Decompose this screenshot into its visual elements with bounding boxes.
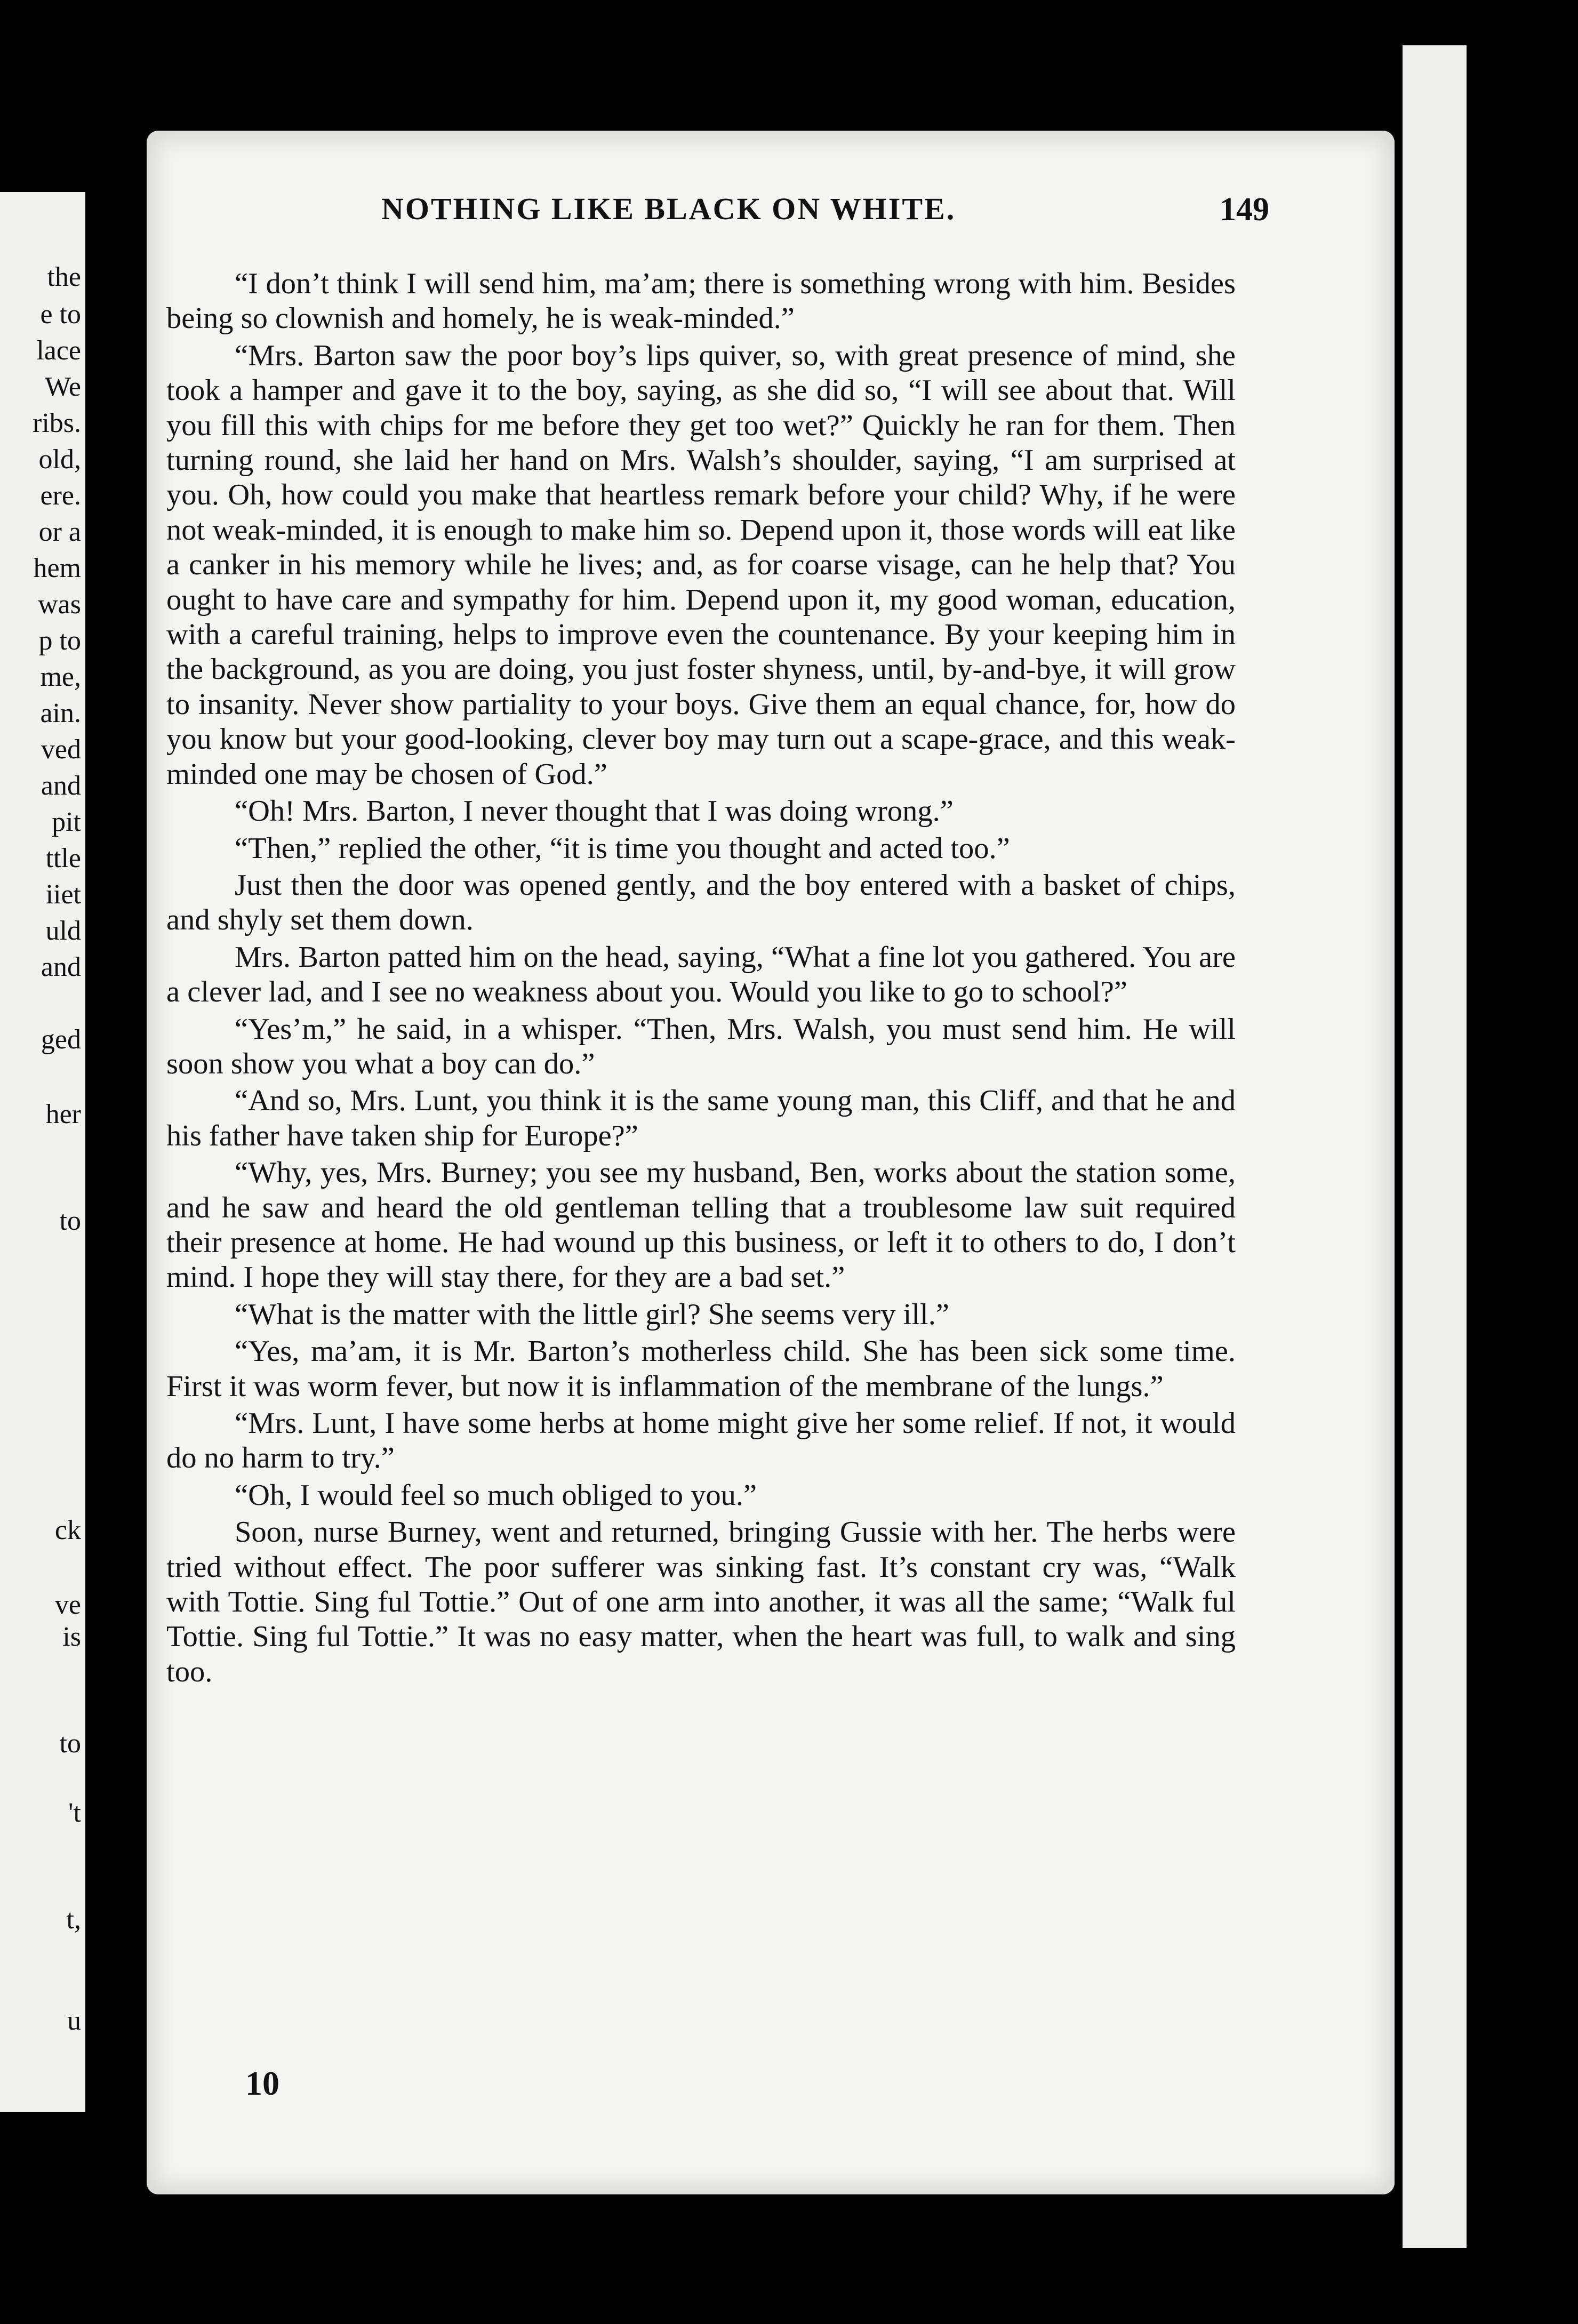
paragraph: “Oh, I would feel so much obliged to you.” — [235, 1478, 757, 1512]
paragraph: Just then the door was opened gently, and the boy entered with a basket of chips, and shyly set them down. — [166, 868, 1236, 937]
paragraph: “Mrs. Lunt, I have some herbs at home might give her some relief. If not, it would do no harm to try.” — [166, 1407, 1236, 1475]
paragraph: “Then,” replied the other, “it is time you thought and acted too.” — [235, 831, 1010, 865]
facing-fragment: ttle — [45, 843, 81, 873]
facing-fragment: hem — [33, 553, 81, 583]
facing-fragment: me, — [40, 662, 81, 692]
body-text — [166, 267, 1236, 1692]
page-number: 149 — [1220, 191, 1269, 228]
facing-fragment: t, — [66, 1904, 81, 1935]
facing-fragment: the — [47, 262, 81, 292]
running-head: NOTHING LIKE BLACK ON WHITE. — [381, 191, 956, 226]
facing-fragment: ved — [41, 734, 81, 765]
facing-fragment: and — [41, 952, 81, 982]
facing-fragment: was — [38, 589, 81, 620]
facing-fragment: iiet — [45, 879, 81, 910]
paragraph: Soon, nurse Burney, went and returned, bringing Gussie with her. The herbs were tried without effect. The poor sufferer was sinking fast. It’s constant cry was, “Walk with Tottie. Sing ful Tottie.” Out of one arm into another, it was all the same; “Walk ful Tottie. Sing ful Tottie.” It was no easy matter, when the heart was full, to walk and sing too. — [166, 1516, 1236, 1688]
facing-fragment: is — [62, 1622, 81, 1652]
facing-fragment: ere. — [40, 480, 81, 511]
paragraph: “Mrs. Barton saw the poor boy’s lips quiver, so, with great presence of mind, she took a hamper and gave it to the boy, saying, as she did so, “I will see about that. Will you fill this with chips for me before they get too wet?” Quickly he ran for them. Then turning round, she laid her hand on Mrs. Walsh’s shoulder, saying, “I am surprised at you. Oh, how could you make that heartless remark before your child? Why, if he were not weak-minded, it is enough to make him so. Depend upon it, those words will eat like a canker in his memory while he lives; and, as for coarse visage, can he help that? You ought to have care and sympathy for him. Depend upon it, my good woman, education, with a careful training, helps to improve even the countenance. By your keeping him in the background, as you are doing, you just foster shyness, until, by-and-bye, it will grow to insanity. Never show partiality to your boys. Give them an equal chance, for, how do you know but your good-looking, clever boy may turn out a scape-grace, and this weak-minded one may be chosen of God.” — [166, 339, 1236, 791]
page-edge — [1403, 45, 1467, 2248]
facing-fragment: her — [45, 1099, 81, 1129]
facing-fragment: pit — [52, 807, 81, 837]
facing-fragment: old, — [38, 444, 81, 475]
facing-fragment: ged — [41, 1024, 81, 1055]
facing-fragment: to — [59, 1728, 81, 1759]
paragraph: “What is the matter with the little girl? She seems very ill.” — [235, 1297, 949, 1331]
paragraph: “Oh! Mrs. Barton, I never thought that I was doing wrong.” — [235, 795, 954, 828]
facing-fragment: ribs. — [33, 408, 81, 438]
facing-fragment: to — [59, 1206, 81, 1236]
facing-fragment: e to — [40, 299, 81, 330]
facing-fragment: p to — [38, 626, 81, 656]
signature-mark: 10 — [245, 2064, 279, 2102]
facing-page-strip — [0, 192, 85, 2112]
facing-fragment: uld — [45, 916, 81, 946]
facing-fragment: ck — [54, 1515, 81, 1545]
facing-fragment: or a — [38, 517, 81, 547]
facing-fragment: ain. — [40, 698, 81, 728]
paragraph: “And so, Mrs. Lunt, you think it is the same young man, this Cliff, and that he and his father have taken ship for Europe?” — [166, 1084, 1236, 1152]
paragraph: “Yes, ma’am, it is Mr. Barton’s motherless child. She has been sick some time. First it was worm fever, but now it is inflammation of the membrane of the lungs.” — [166, 1335, 1236, 1403]
facing-fragment: 't — [68, 1798, 81, 1828]
facing-fragment: lace — [36, 335, 81, 366]
facing-fragment: ve — [54, 1590, 81, 1620]
paragraph: “I don’t think I will send him, ma’am; there is something wrong with him. Besides being so clownish and homely, he is weak-minded.” — [166, 267, 1236, 335]
paragraph: “Why, yes, Mrs. Burney; you see my husband, Ben, works about the station some, and he saw and heard the old gentleman telling that a troublesome law suit required their presence at home. He had wound up this business, or left it to others to do, I don’t mind. I hope they will stay there, for they are a bad set.” — [166, 1156, 1236, 1294]
facing-fragment: u — [67, 2006, 81, 2036]
paragraph: “Yes’m,” he said, in a whisper. “Then, Mrs. Walsh, you must send him. He will soon show you what a boy can do.” — [166, 1012, 1236, 1080]
facing-fragment: We — [45, 372, 81, 402]
facing-fragment: and — [41, 771, 81, 801]
paragraph: Mrs. Barton patted him on the head, saying, “What a fine lot you gathered. You are a clever lad, and I see no weakness about you. Would you like to go to school?” — [166, 940, 1236, 1009]
page-header — [248, 191, 1288, 239]
